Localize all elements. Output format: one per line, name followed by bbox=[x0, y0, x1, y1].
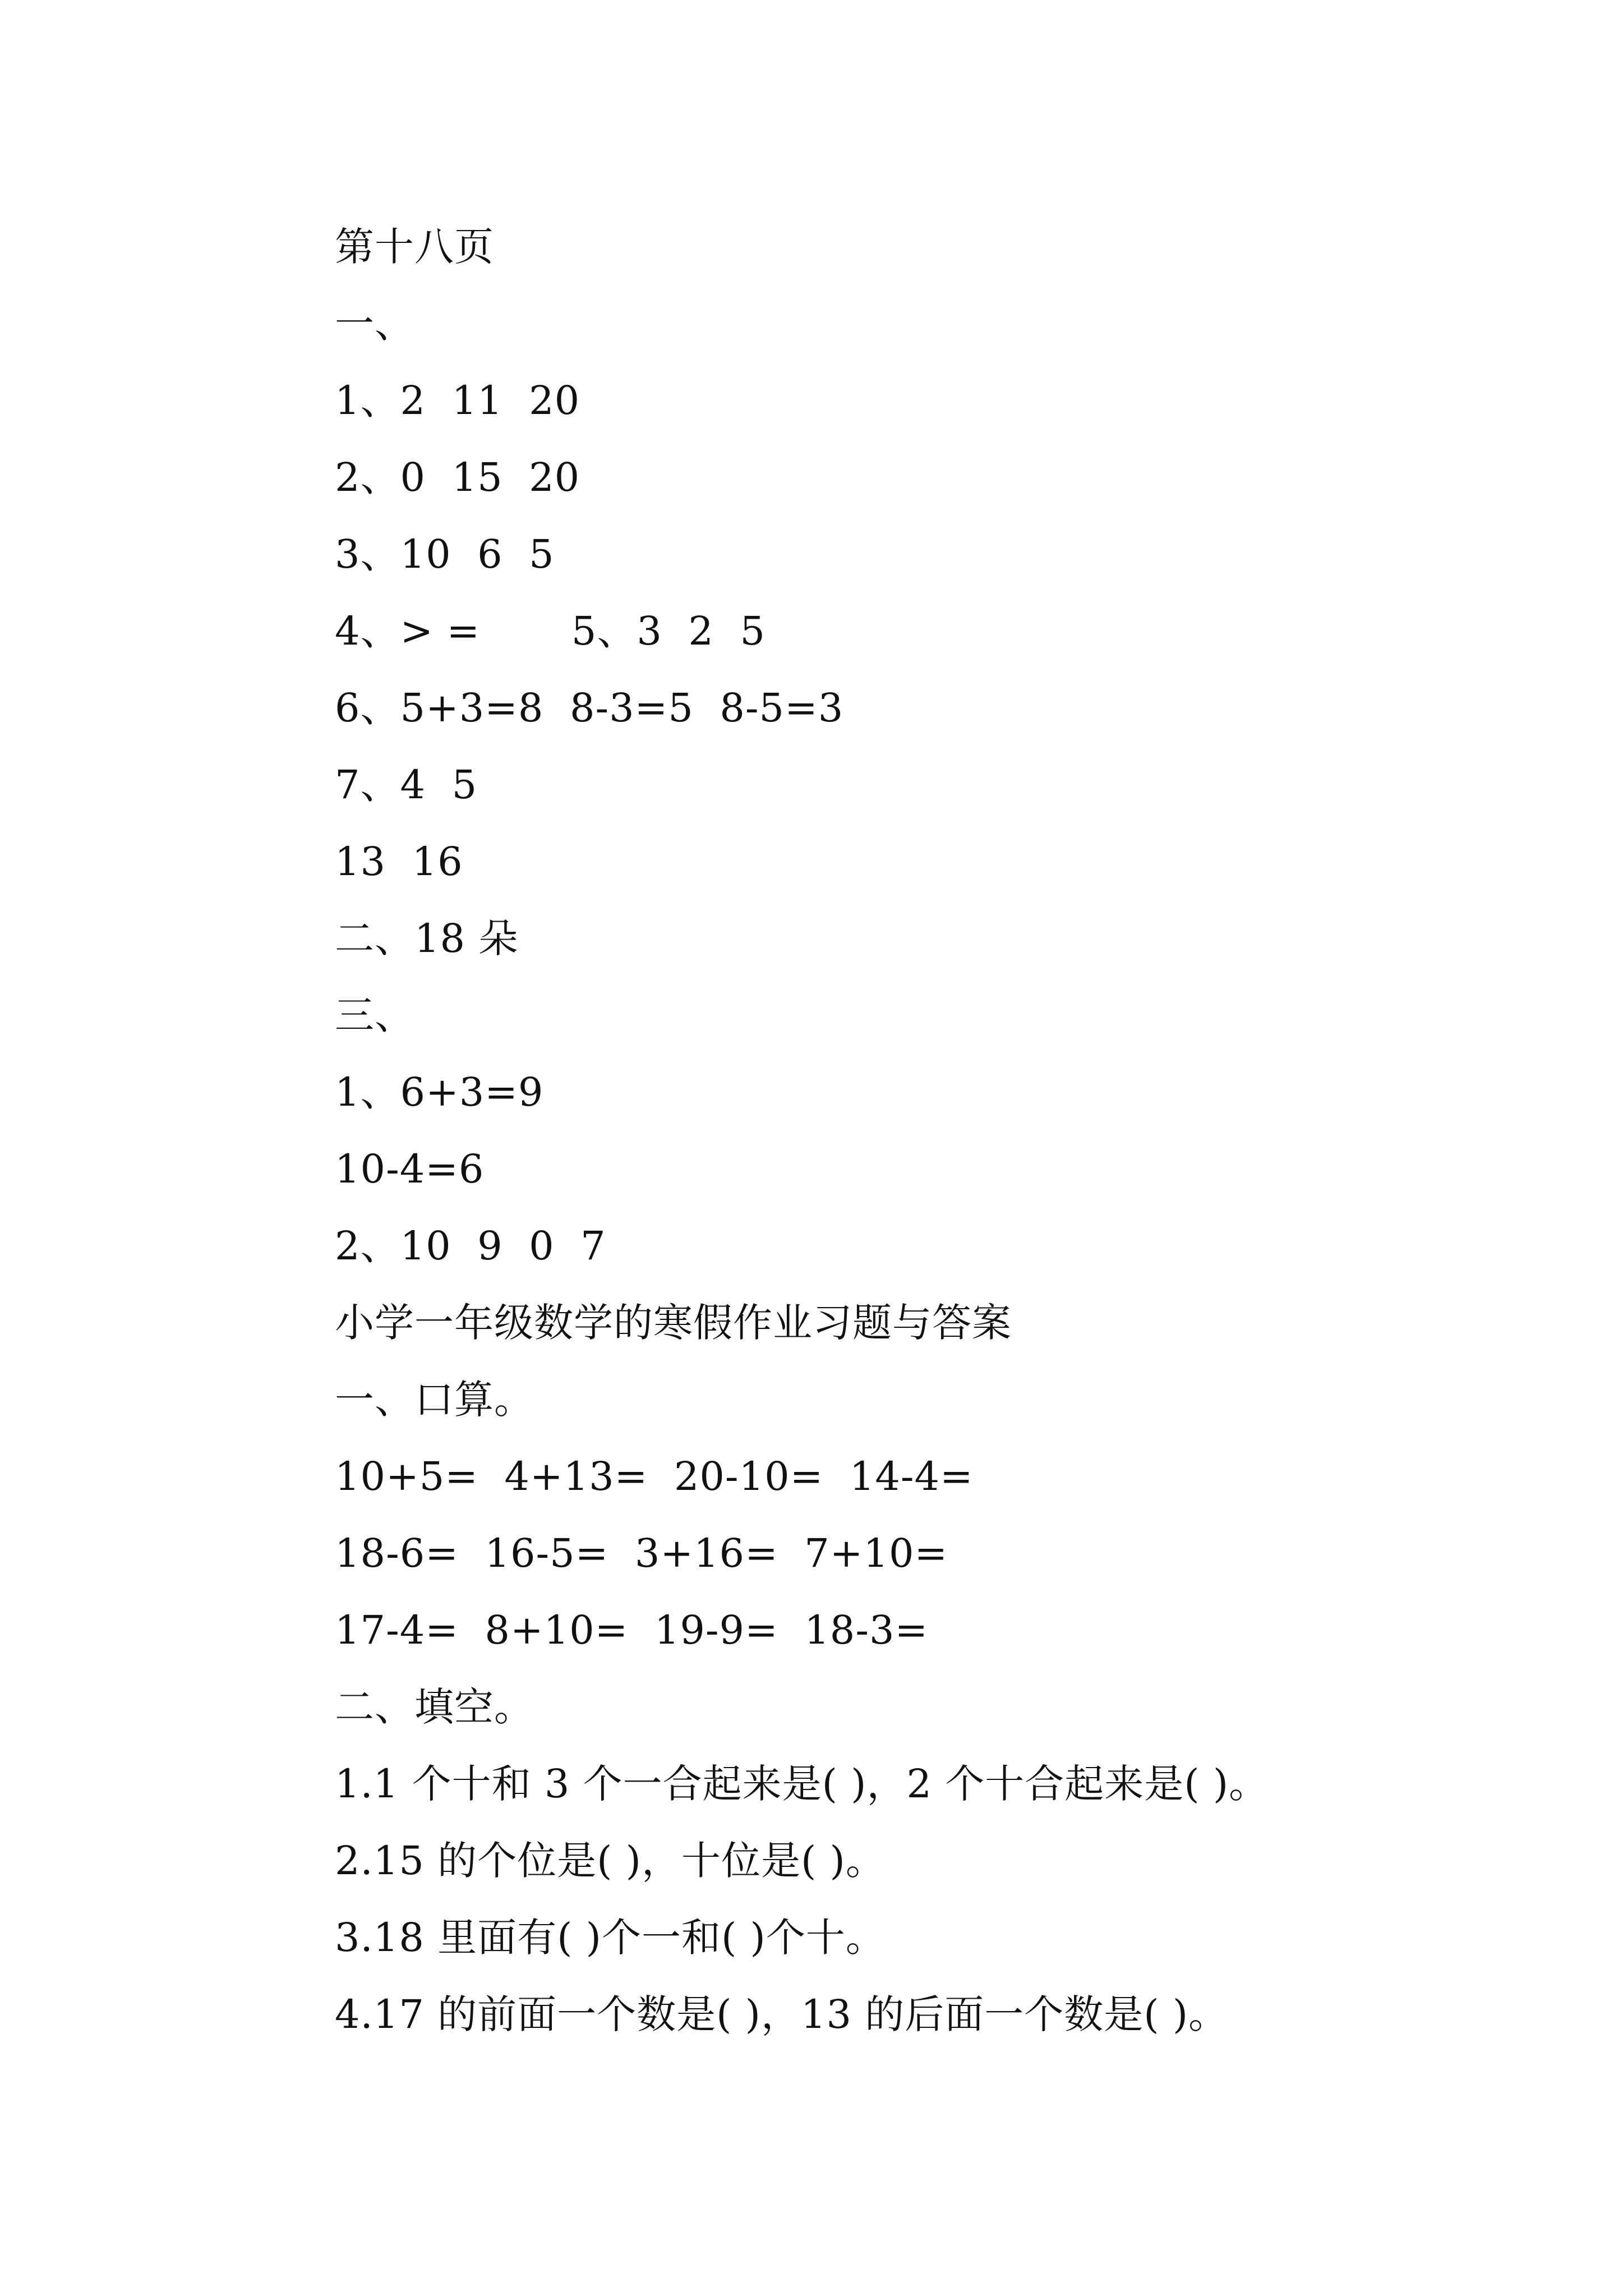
fill-blank-heading: 二、填空。 bbox=[335, 1684, 534, 1730]
section-three-label: 三、 bbox=[335, 992, 414, 1038]
answer-line: 6、5+3=8 8-3=5 8-5=3 bbox=[335, 685, 844, 731]
answer-line: 1、2 11 20 bbox=[335, 378, 580, 424]
document-body bbox=[335, 209, 1513, 2053]
calc-row: 18-6= 16-5= 3+16= 7+10= bbox=[335, 1530, 948, 1576]
answer-line: 4、> = 5、3 2 5 bbox=[335, 608, 766, 654]
calc-row: 10+5= 4+13= 20-10= 14-4= bbox=[335, 1453, 974, 1499]
section-two-answer: 二、18 朵 bbox=[335, 915, 519, 961]
page-heading: 第十八页 bbox=[335, 224, 494, 270]
answer-line: 10-4=6 bbox=[335, 1146, 485, 1192]
answer-line: 2、0 15 20 bbox=[335, 454, 580, 500]
answer-line: 7、4 5 bbox=[335, 762, 478, 808]
answer-line: 3、10 6 5 bbox=[335, 531, 555, 577]
calc-row: 17-4= 8+10= 19-9= 18-3= bbox=[335, 1607, 929, 1653]
section-one-label: 一、 bbox=[335, 301, 414, 347]
worksheet-title: 小学一年级数学的寒假作业习题与答案 bbox=[335, 1300, 1012, 1346]
fill-blank-question: 4.17 的前面一个数是( )，13 的后面一个数是( )。 bbox=[335, 1991, 1229, 2037]
answer-line: 13 16 bbox=[335, 839, 463, 885]
fill-blank-question: 1.1 个十和 3 个一合起来是( )，2 个十合起来是( )。 bbox=[335, 1761, 1269, 1807]
fill-blank-question: 3.18 里面有( )个一和( )个十。 bbox=[335, 1915, 886, 1961]
answer-line: 1、6+3=9 bbox=[335, 1069, 544, 1115]
answer-line: 2、10 9 0 7 bbox=[335, 1223, 606, 1269]
fill-blank-question: 2.15 的个位是( )，十位是( )。 bbox=[335, 1838, 886, 1884]
oral-calc-heading: 一、口算。 bbox=[335, 1377, 534, 1423]
